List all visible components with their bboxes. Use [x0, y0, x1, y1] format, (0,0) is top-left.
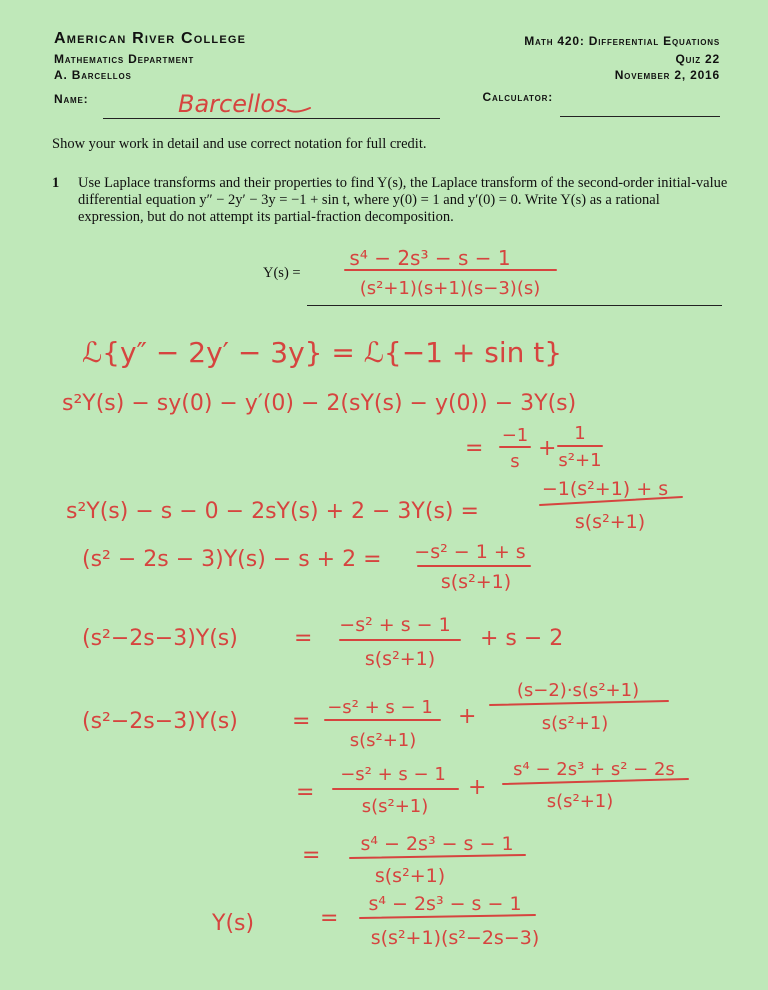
l9-num: s⁴ − 2s³ − s − 1	[360, 833, 514, 855]
l3-f2-den: s²+1	[558, 450, 602, 471]
l7-plus: +	[458, 704, 477, 729]
l10-num: s⁴ − 2s³ − s − 1	[368, 893, 522, 915]
l10-eq: =	[320, 906, 339, 931]
department-name: Mathematics Department	[54, 52, 195, 66]
l6-den: s(s²+1)	[364, 648, 436, 670]
answer-label: Y(s) =	[263, 265, 301, 281]
l3-f1-den: s	[510, 451, 520, 472]
quiz-date: November 2, 2016	[614, 68, 720, 82]
work-line-3-eq: =	[465, 436, 484, 461]
work-line-5: (s² − 2s − 3)Y(s) − s + 2 =	[82, 547, 382, 572]
answer-numerator: s⁴ − 2s³ − s − 1	[349, 246, 511, 270]
l8-f1-num: −s² + s − 1	[340, 764, 446, 785]
l7-f2-den: s(s²+1)	[541, 713, 609, 734]
l7-f2-bar	[490, 701, 668, 705]
l8-f1-den: s(s²+1)	[361, 796, 429, 817]
l3-plus: +	[538, 436, 557, 461]
answer-denominator: (s²+1)(s+1)(s−3)(s)	[359, 278, 541, 299]
l9-eq: =	[302, 843, 321, 868]
l4-num: −1(s²+1) + s	[541, 478, 669, 500]
l8-eq: =	[296, 780, 315, 805]
question-number: 1	[52, 175, 60, 191]
l7-f1-den: s(s²+1)	[349, 730, 417, 751]
student-name: Barcellos	[178, 90, 288, 118]
l3-f2-num: 1	[574, 423, 586, 444]
l10-bar	[360, 915, 535, 918]
l6-num: −s² + s − 1	[339, 614, 451, 636]
l4-den: s(s²+1)	[574, 511, 646, 533]
work-line-10: Y(s)	[212, 911, 255, 936]
l9-den: s(s²+1)	[374, 865, 446, 887]
calculator-label: Calculator:	[482, 90, 553, 104]
l6-tail: + s − 2	[480, 626, 564, 651]
work-line-6: (s²−2s−3)Y(s)	[82, 626, 238, 651]
name-flourish	[288, 108, 310, 112]
course-title: Math 420: Differential Equations	[524, 34, 720, 48]
instructor-name: A. Barcellos	[54, 68, 132, 82]
work-line-4: s²Y(s) − s − 0 − 2sY(s) + 2 − 3Y(s) =	[66, 499, 479, 524]
instructions: Show your work in detail and use correct notation for full credit.	[52, 136, 427, 152]
l6-eq: =	[294, 626, 313, 651]
l7-f2-num: (s−2)·s(s²+1)	[516, 680, 640, 701]
l7-f1-num: −s² + s − 1	[327, 697, 433, 718]
college-name: American River College	[54, 30, 247, 47]
work-line-2: s²Y(s) − sy(0) − y′(0) − 2(sY(s) − y(0)) − 3Y(s)	[62, 391, 577, 416]
work-line-1: ℒ{y″ − 2y′ − 3y} = ℒ{−1 + sin t}	[82, 336, 563, 369]
work-line-7: (s²−2s−3)Y(s)	[82, 709, 238, 734]
l8-plus: +	[468, 775, 487, 800]
l5-den: s(s²+1)	[440, 571, 512, 593]
l3-f1-num: −1	[501, 425, 529, 446]
question-text: Use Laplace transforms and their properties to find Y(s), the Laplace transform of the second-order initial-value differential equation y″ − 2y′ − 3y = −1 + sin t, where y(0) = 1 and y′(0) = 0. Write Y(s) as a rational expression, but do not attempt its partial-fraction decomposition.	[78, 175, 728, 225]
l8-f2-num: s⁴ − 2s³ + s² − 2s	[513, 759, 675, 780]
l10-den: s(s²+1)(s²−2s−3)	[370, 927, 540, 949]
l7-eq: =	[292, 709, 311, 734]
name-label: Name:	[54, 92, 89, 106]
l9-bar	[350, 855, 525, 858]
l8-f2-den: s(s²+1)	[546, 791, 614, 812]
l5-num: −s² − 1 + s	[414, 541, 526, 563]
quiz-number: Quiz 22	[675, 52, 720, 66]
